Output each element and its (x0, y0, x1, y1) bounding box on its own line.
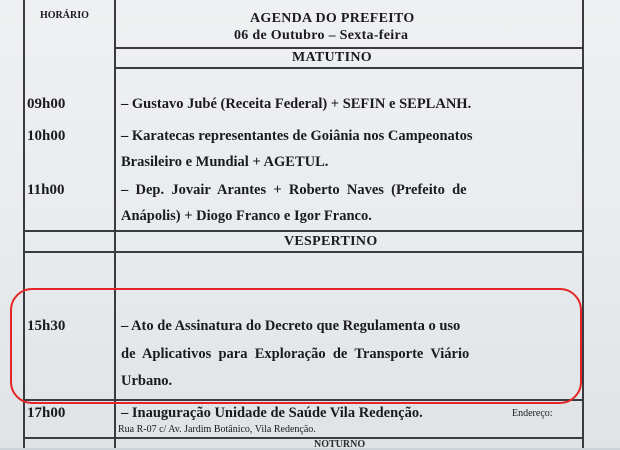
agenda-date: 06 de Outubro – Sexta-feira (234, 28, 409, 43)
entry-1700-address: Rua R-07 c/ Av. Jardim Botânico, Vila Redenção. (118, 424, 316, 435)
time-1100: 11h00 (27, 182, 65, 198)
entry-1700-line1: – Inauguração Unidade de Saúde Vila Redenção. (121, 405, 423, 421)
time-1000: 10h00 (27, 128, 66, 144)
entry-1530-line3: Urbano. (121, 373, 173, 389)
afternoon-top-rule (23, 230, 584, 232)
entry-1530-line2: de Aplicativos para Exploração de Transporte Viário (121, 346, 470, 362)
evening-section-rule (23, 437, 584, 439)
section-afternoon: VESPERTINO (284, 234, 378, 249)
header-bottom-rule (114, 47, 584, 49)
section-morning: MATUTINO (292, 50, 372, 65)
highlight-oval (10, 288, 582, 404)
entry-1000-line1: – Karatecas representantes de Goiânia nos Campeonatos (121, 128, 473, 144)
entry-1100-line2: Anápolis) + Diogo Franco e Igor Franco. (121, 208, 372, 224)
entry-1000-line2: Brasileiro e Mundial + AGETUL. (121, 154, 329, 170)
entry-0900-line1: – Gustavo Jubé (Receita Federal) + SEFIN e SEPLANH. (121, 96, 472, 112)
afternoon-bottom-rule (23, 251, 584, 253)
agenda-title: AGENDA DO PREFEITO (250, 11, 415, 26)
entry-1100-line1: – Dep. Jovair Arantes + Roberto Naves (Prefeito de (121, 182, 467, 198)
entry-1530-line1: – Ato de Assinatura do Decreto que Regulamenta o uso (121, 318, 461, 334)
morning-rule (114, 67, 584, 69)
entry-1700-address-label: Endereço: (512, 408, 553, 419)
time-column-header: HORÁRIO (40, 10, 89, 21)
time-0900: 09h00 (27, 96, 66, 112)
time-1530: 15h30 (27, 318, 66, 334)
section-evening: NOTURNO (314, 439, 366, 450)
time-1700: 17h00 (27, 405, 66, 421)
